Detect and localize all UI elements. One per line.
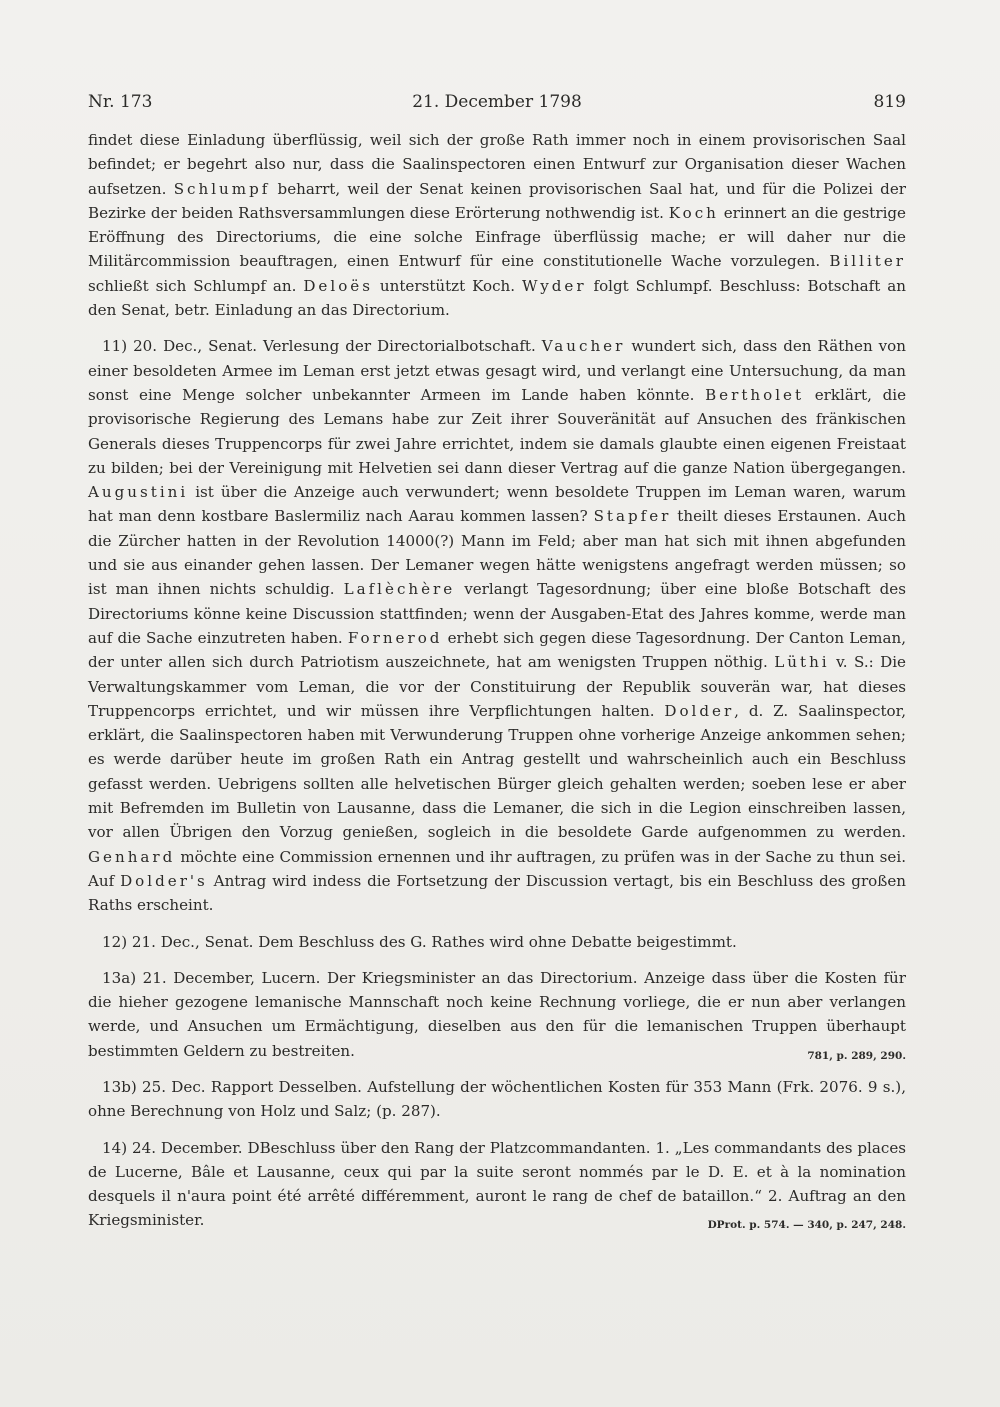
text-run: unterstützt Koch. [372,276,523,295]
speaker-name: Fornerod [347,628,443,647]
text-run: erinnert an die gestrige Eröffnung des Directoriums, die eine solche Einfrage überflüssig mache; er will daher nur die Militärcommission beauftragen, einen Entwurf für eine constitutionelle Wache vorzulegen. [88,203,906,271]
text-run: , d. Z. Saalinspector, erklärt, die Saalinspectoren haben mit Verwunderung Truppen ohne vorherige Anzeige ankommen sehen; es werde darüber heute im großen Rath ein Antrag gestellt und wahrscheinlich auch ein Beschluss gefasst werden. Uebrigens sollten alle helvetischen Bürger gleich gehalten werden; soeben lese er aber mit Befremden im Bulletin von Lausanne, dass die Lemaner, die sich in die Legion einschreiben lassen, vor allen Übrigen den Vorzug genießen, sogleich in die besoldete Garde aufgenommen zu werden. [88,701,906,842]
text-run: beharrt, weil der Senat keinen provisorischen Saal hat, und für die Polizei der Bezirke der beiden Rathsversammlungen diese Erörterung nothwendig ist. [88,179,906,222]
speaker-name: Genhard [88,847,176,866]
speaker-name: Deloës [303,276,373,295]
text-run: verlangt Tagesordnung; über eine bloße Botschaft des Directoriums könne keine Discussion stattfinden; wenn der Ausgaben-Etat des Jahres komme, werde man auf die Sache einzutreten haben. [88,580,906,647]
speaker-name: Vaucher [541,337,626,356]
paragraph-12: 12) 21. Dec., Senat. Dem Beschluss des G. Rathes wird ohne Debatte beigestimmt. [102,932,737,951]
speaker-name: Billiter [829,252,906,271]
text-run: 13a) 21. December, Lucern. Der Kriegsminister an das Directorium. Anzeige dass über die Kosten für die hieher gezogene lemanische Mannschaft noch keine Rechnung vorliege, die er nun aber verlangen werde, und Ansuchen um Ermächtigung, dieselben aus den für die lemanischen Truppen überhaupt bestimmten Geldern zu bestreiten. [88,968,906,1060]
paragraph-continuation [88,128,906,322]
text-run: möchte eine Commission ernennen und ihr auftragen, zu prüfen was in der Sache zu thun sei. Auf [88,847,906,890]
text-run: findet diese Einladung überflüssig, weil sich der große Rath immer noch in einem provisorischen Saal befindet; er begehrt also nur, dass die Saalinspectoren einen Entwurf zur Organisation dieser Wachen aufsetzen. [88,131,906,198]
speaker-name: Dolder [664,701,735,720]
source-reference: DProt. p. 574. — 340, p. 247, 248. [707,1219,906,1232]
paragraph-13b: 13b) 25. Dec. Rapport Desselben. Aufstellung der wöchentlichen Kosten für 353 Mann (Frk. 2076. 9 s.), ohne Berechnung von Holz und Salz; (p. 287). [88,1077,906,1121]
speaker-name: Lüthi [774,653,830,672]
paragraph-11 [88,334,906,917]
speaker-name: Augustini [88,483,189,502]
text-run: wundert sich, dass den Räthen von einer besoldeten Armee im Leman erst jetzt etwas gesagt wird, und verlangt eine Untersuchung, da man sonst eine Menge solcher unbekannter Armeen im Lande haben könnte. [88,337,906,404]
text-run: ist über die Anzeige auch verwundert; wenn besoldete Truppen im Leman waren, warum hat man denn kostbare Baslermiliz nach Aarau kommen lassen? [88,483,906,526]
header-date: 21. December 1798 [412,92,582,112]
text-run: schließt sich Schlumpf an. [88,276,304,295]
paragraph-13a [88,966,906,1063]
speaker-name: Koch [668,203,719,222]
speaker-name: Wyder [522,276,587,295]
speaker-name: Schlumpf [173,179,271,198]
text-run: v. S.: Die Verwaltungskammer vom Leman, die vor der Constituirung der Republik souverän war, hat dieses Truppencorps errichtet, und wir müssen ihre Verpflichtungen halten. [88,653,906,720]
document-number: Nr. 173 [88,92,153,112]
text-run: 11) 20. Dec., Senat. Verlesung der Directorialbotschaft. [102,337,542,356]
paragraph-14 [88,1136,906,1233]
source-reference: 781, p. 289, 290. [807,1049,906,1062]
text-run: folgt Schlumpf. Beschluss: Botschaft an den Senat, betr. Einladung an das Directorium. [88,276,906,320]
speaker-name: Laflèchère [343,580,456,599]
text-run: Antrag wird indess die Fortsetzung der Discussion vertagt, bis ein Beschluss des großen Raths erscheint. [88,871,906,915]
text-run: theilt dieses Erstaunen. Auch die Zürcher hatten in der Revolution 14000(?) Mann im Feld; aber man hat sich mit ihnen abgefunden und sie aus einander gehen lassen. Der Lemaner wegen hätte wenigstens angefragt werden müssen; so ist man ihnen nichts schuldig. [88,507,906,599]
speaker-name: Dolder's [120,871,208,890]
running-head [88,92,906,116]
body-text [88,128,906,1245]
speaker-name: Bertholet [705,385,805,404]
speaker-name: Stapfer [593,507,672,526]
text-run: 14) 24. December. DBeschluss über den Rang der Platzcommandanten. 1. „Les commandants des places de Lucerne, Bâle et Lausanne, ceux qui par la suite seront nommés par le D. E. et à la nomination desquels il n'aura point été arrêté différemment, auront le rang de chef de bataillon.“ 2. Auftrag an den Kriegsminister. [88,1138,906,1230]
page-number: 819 [873,92,906,112]
text-run: erklärt, die provisorische Regierung des Lemans habe zur Zeit ihrer Souveränität auf Ansuchen des fränkischen Generals dieses Truppencorps für zwei Jahre errichtet, indem sie damals glaubte einen eigenen Freistaat zu bilden; bei der Vereinigung mit Helvetien sei dann dieser Vertrag auf die ganze Nation übergegangen. [88,385,907,477]
text-run: erhebt sich gegen diese Tagesordnung. Der Canton Leman, der unter allen sich durch Patriotism auszeichnete, hat am wenigsten Truppen nöthig. [88,628,906,672]
